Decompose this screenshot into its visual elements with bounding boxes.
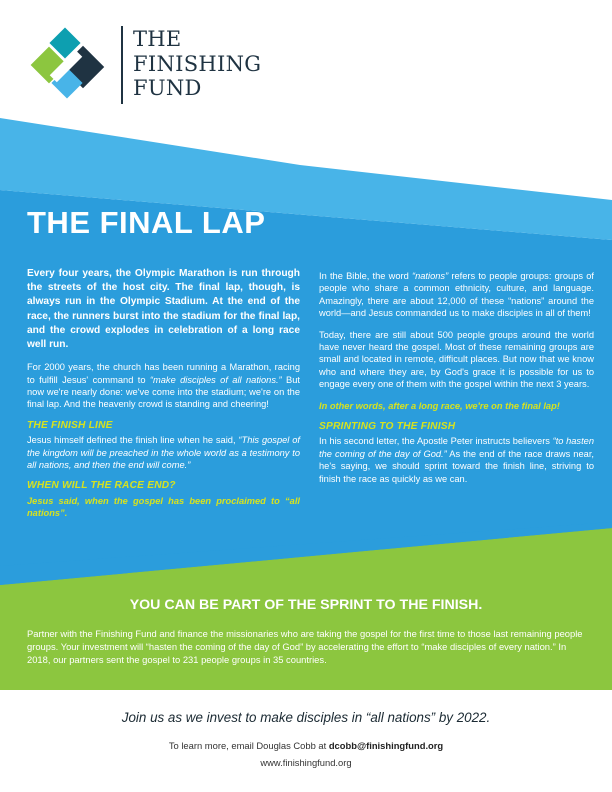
article-left-column — [27, 267, 300, 529]
church-marathon-paragraph: For 2000 years, the church has been running a Marathon, racing to fulfill Jesus' command to “make disciples of all nations.” But now we're nearly done: we've come into the stadium; we're on the final lap. And the heavenly crowd is standing and cheering! — [27, 362, 300, 410]
brand-line-3: FUND — [133, 76, 202, 100]
page-title: THE FINAL LAP — [27, 205, 266, 240]
nations-quote: “nations” — [412, 271, 449, 281]
brand-line-1: THE — [133, 27, 182, 51]
cta-body: Partner with the Finishing Fund and finance the missionaries who are taking the gospel for the first time to those last remaining people groups. Your investment will “hasten the coming of the day of God” by accelerating the effort to “make disciples of every nation.” In 2018, our partners sent the gospel to 231 people groups in 35 countries. — [27, 628, 583, 665]
contact-email-link[interactable]: dcobb@finishingfund.org — [328, 740, 444, 751]
banner-race-name: MARATH — [372, 104, 415, 115]
brand-line-2: FINISHING — [133, 51, 262, 76]
final-lap-note: In other words, after a long race, we're on the final lap! — [319, 400, 560, 411]
banner-race-year: 2015 BOST — [372, 93, 415, 102]
sprinting-paragraph: In his second letter, the Apostle Peter instructs believers “to hasten the coming of the day of God.” As the end of the race draws near, he's saying, we should sprint toward the finish line, striving to finish the race as quickly as we can. — [319, 436, 594, 484]
runner-bib: ROTICH — [443, 98, 482, 109]
finish-line-paragraph: Jesus himself defined the finish line when he said, “This gospel of the kingdom will be preached in the whole world as a testimony to all nations, and then the end will come.” — [27, 435, 300, 471]
website-link[interactable]: www.finishingfund.org — [260, 757, 352, 768]
finish-line-heading: THE FINISH LINE — [27, 419, 113, 431]
sprinting-heading: SPRINTING TO THE FINISH — [319, 421, 456, 433]
race-end-paragraph: Jesus said, when the gospel has been proclaimed to “all nations”. — [27, 495, 300, 519]
contact-line: To learn more, email Douglas Cobb at dcobb@finishingfund.org — [168, 740, 444, 751]
lead-paragraph: Every four years, the Olympic Marathon is run through the streets of the host city. The final lap, though, is always run in the Olympic Stadium. At the end of the race, the runners burst into the stadium for the final lap, and the crowd explodes in celebration of a long race well run. — [27, 268, 300, 351]
hasten-quote: “to hasten the coming of the day of God.” — [319, 436, 594, 459]
closing-statement: Join us as we invest to make disciples in “all nations” by 2022. — [121, 710, 491, 725]
gospel-quote: “This gospel of the kingdom will be preached in the whole world as a testimony to all nations, and then the end will come.” — [27, 435, 300, 471]
banner-sponsor-left: John Hancock — [326, 100, 390, 110]
banner-sponsor-right: John Hancock — [541, 100, 605, 110]
cta-heading: YOU CAN BE PART OF THE SPRINT TO THE FINISH. — [129, 597, 483, 613]
article-right-column — [319, 270, 594, 494]
disciples-quote: “make disciples of all nations.” — [149, 374, 282, 385]
nations-paragraph: In the Bible, the word “nations” refers to people groups: groups of people who share a common ethnicity, culture, and language. Amazingly, there are about 12,000 of these “nations” around the world—and Jesus commanded us to make disciples in all of them! — [319, 271, 594, 319]
race-end-heading: WHEN WILL THE RACE END? — [27, 480, 176, 492]
unreached-groups-paragraph: Today, there are still about 500 people groups around the world have never heard the gospel. Most of these remaining groups are small and located in remote, difficult places. But now that we know who and where they are, by God's grace it is possible for us to engage every one of them with the gospel within the next 3 years. — [319, 329, 594, 390]
